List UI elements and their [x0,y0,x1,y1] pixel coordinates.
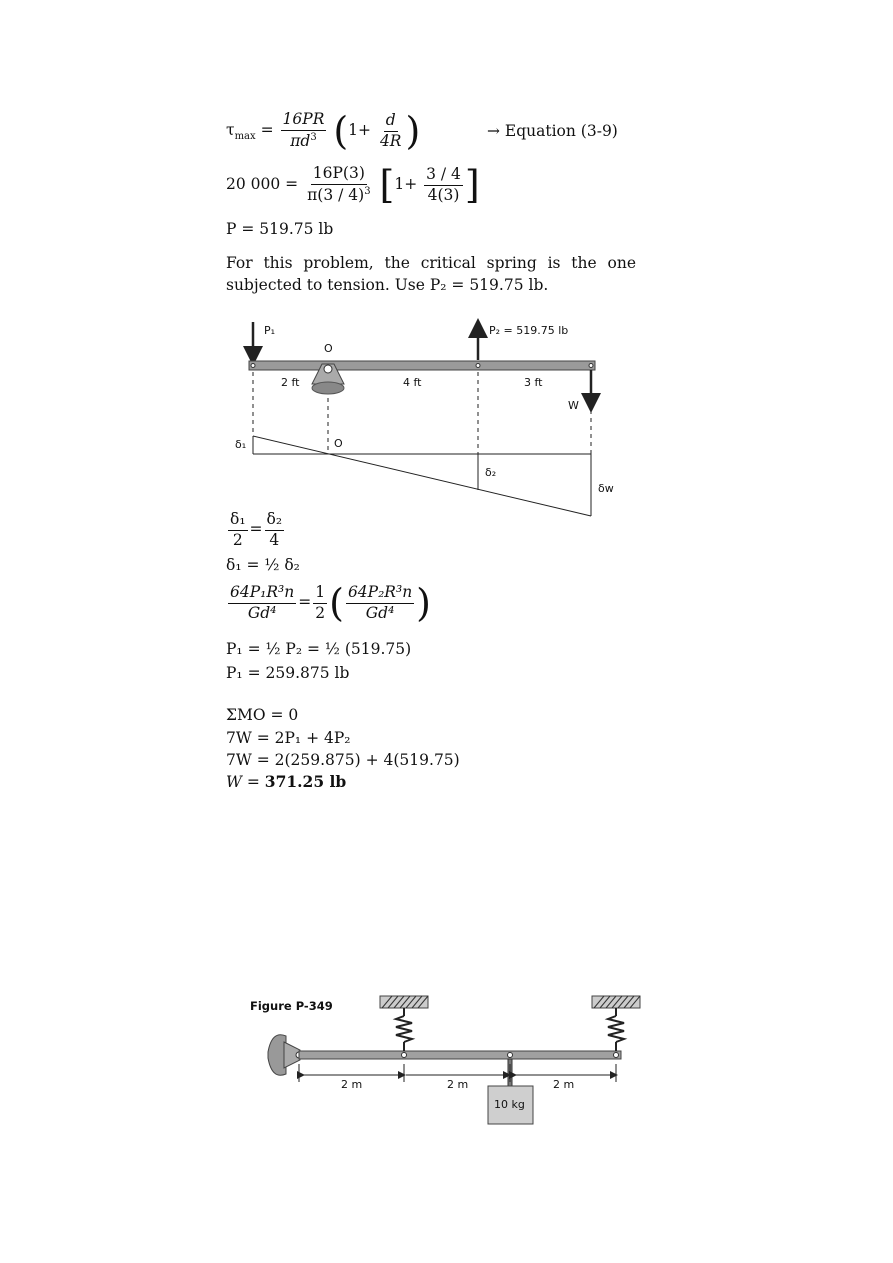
p1-result: P₁ = 259.875 lb [226,664,350,682]
ratio-num-2: δ₂ [265,512,285,531]
substitution-equation: 20 000 = $\frac{16P(3)}{\pi(3 / 4)^3}$ [1+ $\frac{3 / 4}{4(3)}$ ] [226,163,480,207]
tau-denominator: πd [290,132,311,151]
half-numerator: 1 [313,585,327,604]
d-denominator: 4R [379,131,402,150]
lhs-numerator: 64P₁R³n [230,583,295,601]
moment-equation-1: 7W = 2P₁ + 4P₂ [226,729,351,747]
mass-label: 10 kg [494,1098,525,1111]
w-result-value: 371.25 lb [264,772,347,791]
spring-left [396,1008,412,1051]
paragraph-line-2: subjected to tension. Use P₂ = 519.75 lb. [226,276,549,294]
tau-symbol: τ [226,121,235,139]
rhs-numerator: 64P₂R³n [347,583,413,601]
p2-label: P₂ = 519.75 lb [489,324,569,337]
lhs-denominator: Gd⁴ [247,603,277,622]
tau-subscript: max [234,131,256,143]
deltaw-label: δw [598,482,614,495]
rhs-denominator: Gd⁴ [365,603,395,622]
equation-reference: → Equation (3-9) [487,122,618,140]
left-wall-support [268,1035,286,1076]
sub-numerator: 16P(3) [311,166,367,185]
ratio-den-2: 4 [269,530,280,549]
fig2-dim-1: 2 m [341,1078,363,1091]
p1-label: P₁ [264,324,276,337]
one-plus: 1+ [348,121,371,139]
p-result: P = 519.75 lb [226,220,334,238]
half-relation: δ₁ = ½ δ₂ [226,556,300,574]
spring-right [608,1008,624,1051]
o-bottom-label: O [334,437,343,450]
fig2-dim-3: 2 m [553,1078,575,1091]
figure-title: Figure P-349 [250,999,333,1013]
o-top-label: O [324,342,333,355]
w-result [226,774,346,791]
w-label: W [568,399,579,412]
equals-sign: = [260,121,274,139]
p1-line: P₁ = ½ P₂ = ½ (519.75) [226,640,412,658]
sum-moments: ΣMO = 0 [226,706,299,724]
spring-deflection-equation: $\frac{\text{64P₁R³n}}{\text{Gd⁴}}$ = $\frac{1}{2}$ ( $\frac{\text{64P₂R³n}}{\text{Gd⁴}}$ ) [230,581,431,625]
deflection-ratio: $\frac{\text{δ₁}}{2}$ = $\frac{\text{δ₂}}{4}$ [230,510,283,549]
fig2-dim-2: 2 m [447,1078,469,1091]
sub-fraction: $\frac{16P(3)}{\pi(3 / 4)^3}$ [307,164,371,205]
w-result-label: W = [226,773,265,791]
rigid-bar [299,1051,621,1059]
half-denominator: 2 [315,603,326,622]
sub-denominator: π(3 / 4) [307,186,365,205]
ratio-den-1: 2 [232,530,243,549]
sub-inner-denominator: 4(3) [427,185,460,204]
dim-4ft: 4 ft [403,376,422,389]
tau-numerator: 16PR [282,110,325,129]
delta1-label: δ₁ [235,438,247,451]
d-numerator: d [385,111,396,129]
dim-3ft: 3 ft [524,376,543,389]
tau-max-equation: $\tau_{max}$ = $\frac{16PR}{\pi d^3}$ (1+ $\frac{d}{4R}$ ) [226,109,421,153]
sub-lhs: 20 000 = [226,175,299,193]
paragraph-line-1: For this problem, the critical spring is the one [226,254,636,272]
lever-beam [249,361,595,370]
delta2-label: δ₂ [485,466,497,479]
sub-inner-numerator: 3 / 4 [424,167,463,186]
moment-equation-2: 7W = 2(259.875) + 4(519.75) [226,751,460,769]
ratio-num-1: δ₁ [228,512,248,531]
cube-exponent: 3 [310,131,317,143]
dim-2ft: 2 ft [281,376,300,389]
